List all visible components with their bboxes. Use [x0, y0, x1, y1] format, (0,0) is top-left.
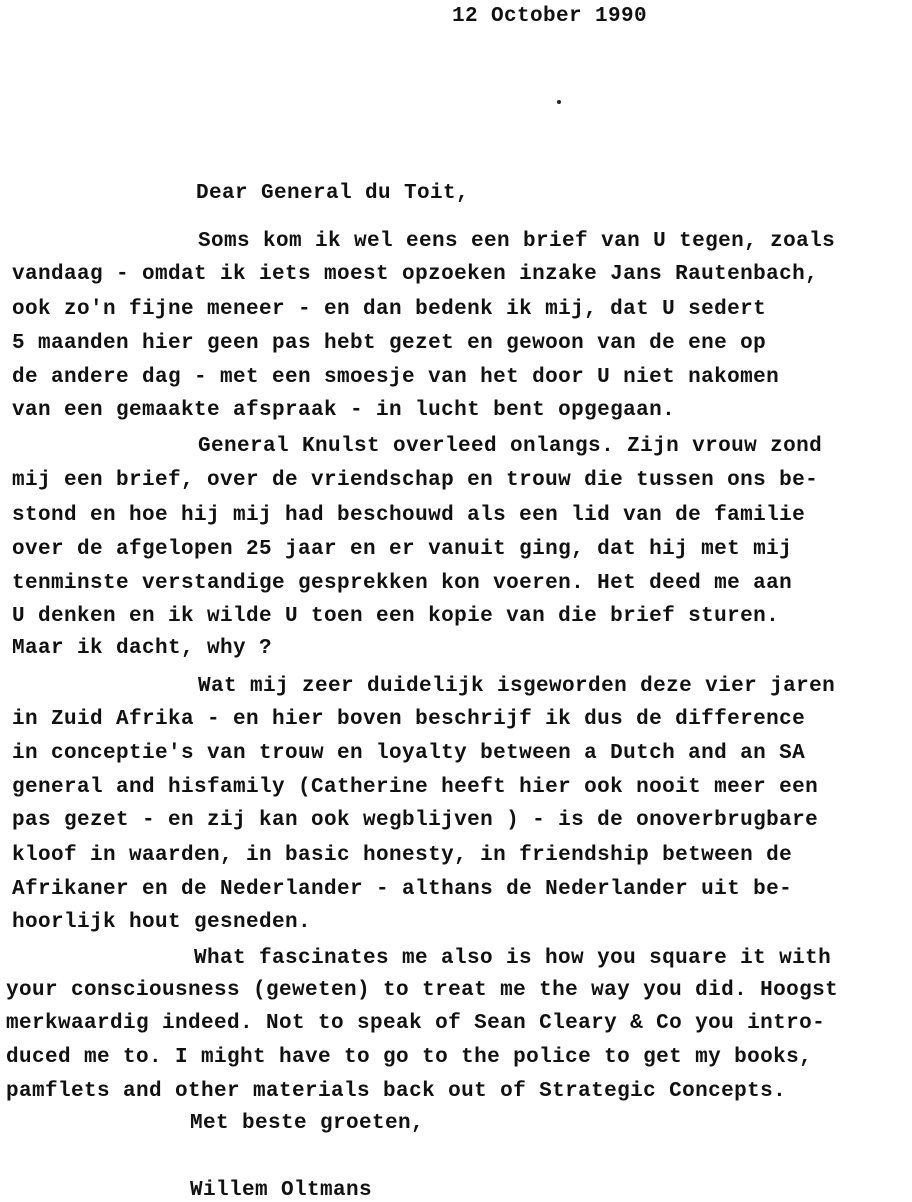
letter-date: 12 October 1990 — [452, 5, 648, 28]
body-line-17: general and hisfamily (Catherine heeft hier ook nooit meer een — [12, 776, 819, 799]
body-line-6: van een gemaakte afspraak - in lucht bent opgegaan. — [12, 399, 676, 422]
body-line-1: Soms kom ik wel eens een brief van U tegen, zoals — [198, 230, 836, 253]
paper-speck — [557, 100, 561, 104]
body-line-13: Maar ik dacht, why ? — [12, 637, 273, 660]
body-line-15: in Zuid Afrika - en hier boven beschrijf ik dus de difference — [12, 708, 806, 731]
body-line-22: What fascinates me also is how you square it with — [194, 947, 832, 970]
body-line-20: Afrikaner en de Nederlander - althans de Nederlander uit be- — [12, 878, 793, 901]
body-line-9: stond en hoe hij mij had beschouwd als een lid van de familie — [12, 504, 806, 527]
body-line-16: in conceptie's van trouw en loyalty between a Dutch and an SA — [12, 742, 806, 765]
body-line-19: kloof in waarden, in basic honesty, in friendship between de — [12, 844, 793, 867]
closing: Met beste groeten, — [190, 1112, 425, 1135]
body-line-8: mij een brief, over de vriendschap en trouw die tussen ons be- — [12, 469, 819, 492]
body-line-21: hoorlijk hout gesneden. — [12, 911, 312, 934]
signature-name: Willem Oltmans — [190, 1179, 373, 1202]
salutation: Dear General du Toit, — [196, 182, 470, 205]
body-line-5: de andere dag - met een smoesje van het door U niet nakomen — [12, 366, 780, 389]
body-line-4: 5 maanden hier geen pas hebt gezet en gewoon van de ene op — [12, 332, 767, 355]
body-line-14: Wat mij zeer duidelijk isgeworden deze vier jaren — [198, 675, 836, 698]
body-line-12: U denken en ik wilde U toen een kopie van die brief sturen. — [12, 605, 780, 628]
body-line-24: merkwaardig indeed. Not to speak of Sean Cleary & Co you intro- — [6, 1012, 826, 1035]
body-line-10: over de afgelopen 25 jaar en er vanuit ging, dat hij met mij — [12, 538, 793, 561]
body-line-7: General Knulst overleed onlangs. Zijn vrouw zond — [198, 435, 823, 458]
body-line-25: duced me to. I might have to go to the police to get my books, — [6, 1046, 813, 1069]
body-line-3: ook zo'n fijne meneer - en dan bedenk ik mij, dat U sedert — [12, 298, 767, 321]
body-line-26: pamflets and other materials back out of Strategic Concepts. — [6, 1080, 787, 1103]
body-line-23: your consciousness (geweten) to treat me the way you did. Hoogst — [6, 979, 839, 1002]
body-line-18: pas gezet - en zij kan ook wegblijven ) - is de onoverbrugbare — [12, 809, 819, 832]
body-line-11: tenminste verstandige gesprekken kon voeren. Het deed me aan — [12, 572, 793, 595]
body-line-2: vandaag - omdat ik iets moest opzoeken inzake Jans Rautenbach, — [12, 263, 819, 286]
